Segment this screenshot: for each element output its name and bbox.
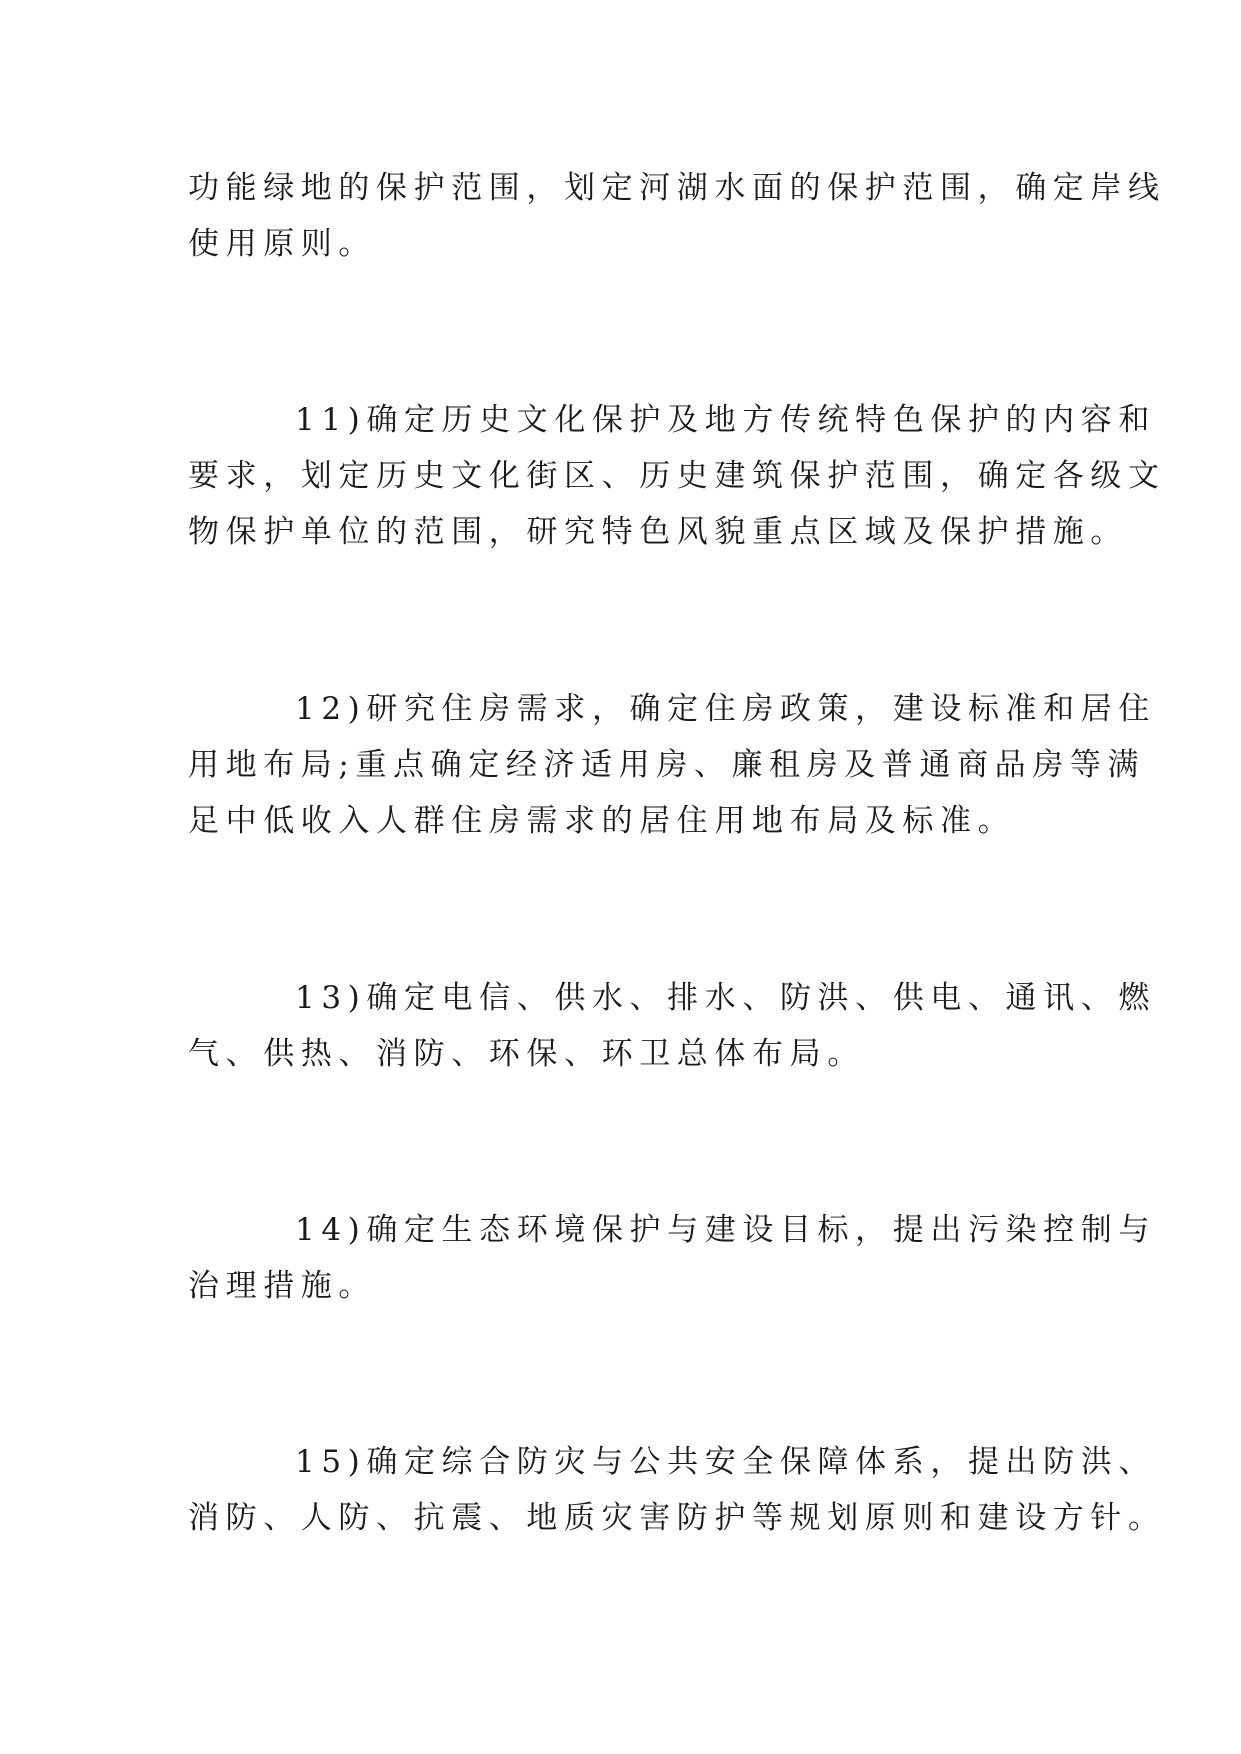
item-14-line-1: 14)确定生态环境保护与建设目标，提出污染控制与	[295, 1212, 1156, 1248]
item-11-line-2: 要求，划定历史文化街区、历史建筑保护范围，确定各级文	[188, 458, 1166, 494]
item-13-line-1: 13)确定电信、供水、排水、防洪、供电、通讯、燃	[295, 980, 1156, 1016]
item-11-line-1: 11)确定历史文化保护及地方传统特色保护的内容和	[295, 402, 1156, 438]
item-11-line-3: 物保护单位的范围，研究特色风貌重点区域及保护措施。	[188, 514, 1128, 550]
item-12-line-1: 12)研究住房需求，确定住房政策，建设标准和居住	[295, 691, 1156, 727]
item-15-line-2: 消防、人防、抗震、地质灾害防护等规划原则和建设方针。	[188, 1500, 1166, 1536]
item-15-line-1: 15)确定综合防灾与公共安全保障体系，提出防洪、	[295, 1444, 1156, 1480]
item-13-line-2: 气、供热、消防、环保、环卫总体布局。	[188, 1036, 865, 1072]
item-12-line-2: 用地布局;重点确定经济适用房、廉租房及普通商品房等满	[188, 747, 1146, 783]
paragraph-continuation-line-1: 功能绿地的保护范围，划定河湖水面的保护范围，确定岸线	[188, 170, 1166, 206]
paragraph-continuation-line-2: 使用原则。	[188, 226, 376, 262]
item-12-line-3: 足中低收入人群住房需求的居住用地布局及标准。	[188, 803, 1016, 839]
item-14-line-2: 治理措施。	[188, 1268, 376, 1304]
